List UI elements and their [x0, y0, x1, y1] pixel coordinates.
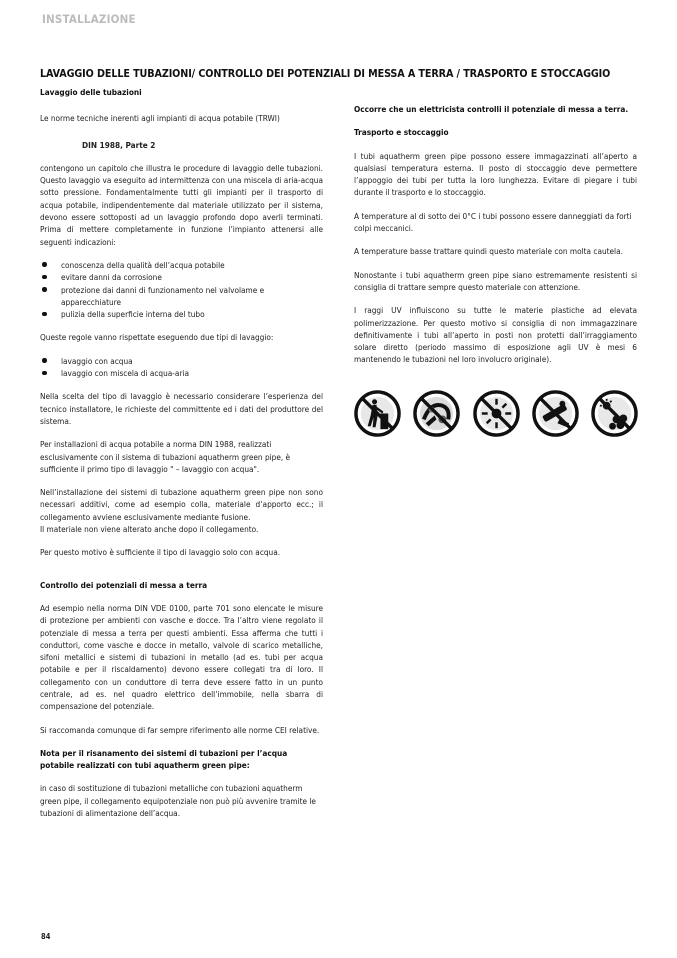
- rules-list: [40, 259, 323, 320]
- heading-flushing: Lavaggio delle tubazioni: [40, 87, 142, 97]
- page-title: LAVAGGIO DELLE TUBAZIONI/ CONTROLLO DEI POTENZIALI DI MESSA A TERRA / TRASPORTO E STOCCAGGIO: [40, 67, 611, 80]
- paragraph-note: in caso di sostituzione di tubazioni metalliche con tubazioni aquatherm green pipe, il collegamento equipotenziale non può più avvenire tramite le tubazioni di alimentazione dell’acqua.: [40, 783, 316, 819]
- paragraph-storage: I tubi aquatherm green pipe possono essere immagazzinati all’aperto a qualsiasi temperatura esterna. Il posto di stoccaggio deve permettere l’appoggio dei tubi per tutta la loro lunghezza. Evitare di piegare i tubi durante il trasporto e lo stoccaggio.: [354, 150, 637, 198]
- paragraph-water-only: Per questo motivo è sufficiente il tipo di lavaggio solo con acqua.: [40, 547, 281, 558]
- paragraph-not-altered: Il materiale non viene alterato anche dopo il collegamento.: [40, 524, 259, 535]
- paragraph-din1988: Per installazioni di acqua potabile a norma DIN 1988, realizzati esclusivamente con il sistema di tubazioni aquatherm green pipe, è sufficiente il primo tipo di lavaggio " – lavaggio con acqua".: [40, 439, 291, 474]
- flushing-types-list: [40, 355, 323, 380]
- section-label: INSTALLAZIONE: [42, 12, 136, 26]
- electrician-note: Occorre che un elettricista controlli il potenziale di messa a terra.: [354, 104, 629, 114]
- page-number: 84: [41, 932, 51, 941]
- paragraph-cei: Si raccomanda comunque di far sempre riferimento alle norme CEI relative.: [40, 724, 320, 735]
- no-bending-icon: [413, 390, 460, 437]
- no-sunlight-icon: [591, 390, 638, 437]
- list-item: protezione dai danni di funzionamento nel valvolame e apparecchiature: [40, 284, 323, 309]
- prohibition-icons: [354, 390, 638, 438]
- paragraph-norms: Le norme tecniche inerenti agli impianti di acqua potabile (TRWI): [40, 113, 280, 124]
- paragraph-care: A temperature basse trattare quindi questo materiale con molta cautela.: [354, 246, 623, 257]
- no-dragging-icon: [532, 390, 579, 437]
- list-item: evitare danni da corrosione: [40, 271, 323, 283]
- list-item: lavaggio con acqua: [40, 355, 323, 367]
- right-column: [354, 103, 637, 366]
- heading-earthing: Controllo dei potenziali di messa a terra: [40, 579, 208, 590]
- din-reference: DIN 1988, Parte 2: [82, 139, 156, 150]
- list-item: conoscenza della qualità dell’acqua potabile: [40, 259, 323, 271]
- paragraph-cold: A temperature al di sotto dei 0°C i tubi possono essere danneggiati da forti colpi meccanici.: [354, 210, 632, 234]
- no-throwing-icon: [354, 390, 401, 437]
- paragraph-resistant: Nonostante i tubi aquatherm green pipe siano estremamente resistenti si consiglia di trattare sempre questo materiale con attenzione.: [354, 269, 637, 292]
- list-item: pulizia della superficie interna del tubo: [40, 308, 323, 320]
- paragraph-choice: Nella scelta del tipo di lavaggio è necessario considerare l’esperienza del tecnico installatore, le richieste del committente ed i dati del produttore del sistema.: [40, 391, 323, 426]
- left-column: [40, 86, 323, 819]
- paragraph-vde: Ad esempio nella norma DIN VDE 0100, parte 701 sono elencate le misure di protezione per ambienti con vasche e docce. Tra l’altro viene regolato il potenziale di messa a terra per questi ambienti. Essa afferma che tutti i conduttori, come vasche e docce in metallo, valvole di scarico metalliche, sifoni metallici e sistemi di tubazioni in metallo (ad es. tubi per acqua potabile e per il riscaldamento) devono essere collegati tra di loro. Il collegamento con un conduttore di terra deve essere fatto in un punto centrale, ad es. nel quadro elettrico dell’immobile, nella sbarra di compensazione del potenziale.: [40, 602, 323, 712]
- no-impact-icon: [473, 390, 520, 437]
- paragraph-no-additives: Nell’installazione dei sistemi di tubazione aquatherm green pipe non sono necessari additivi, come ad esempio colla, materiale d’apporto ecc.; il collegamento avviene esclusivamente mediante fusione.: [40, 487, 323, 522]
- paragraph-uv: I raggi UV influiscono su tutte le materie plastiche ad elevata polimerizzazione. Per questo motivo si consiglia di non immagazzinare definitivamente i tubi all’aperto in posti non protetti dall’irraggiamento solare diretto (periodo massimo di esposizione agli UV è mesi 6 mantenendo le tubazioni nel loro involucro originale).: [354, 305, 637, 365]
- paragraph-two-types: Queste regole vanno rispettate eseguendo due tipi di lavaggio:: [40, 332, 274, 343]
- paragraph-procedure: contengono un capitolo che illustra le procedure di lavaggio delle tubazioni. Questo lavaggio va eseguito ad intermittenza con una miscela di aria-acqua sotto pressione. Fondamentalmente tutti gli impianti per il trasporto di acqua potabile, indipendentemente dal materiale utilizzato per il sistema, devono essere sottoposti ad un lavaggio profondo dopo averli terminati. Prima di mettere completamente in funzione l’impianto attenersi alle seguenti indicazioni:: [40, 162, 323, 247]
- list-item: lavaggio con miscela di acqua-aria: [40, 367, 323, 379]
- heading-transport: Trasporto e stoccaggio: [354, 127, 449, 138]
- heading-note: Nota per il risanamento dei sistemi di tubazioni per l’acqua potabile realizzati con tubi aquatherm green pipe:: [40, 747, 288, 771]
